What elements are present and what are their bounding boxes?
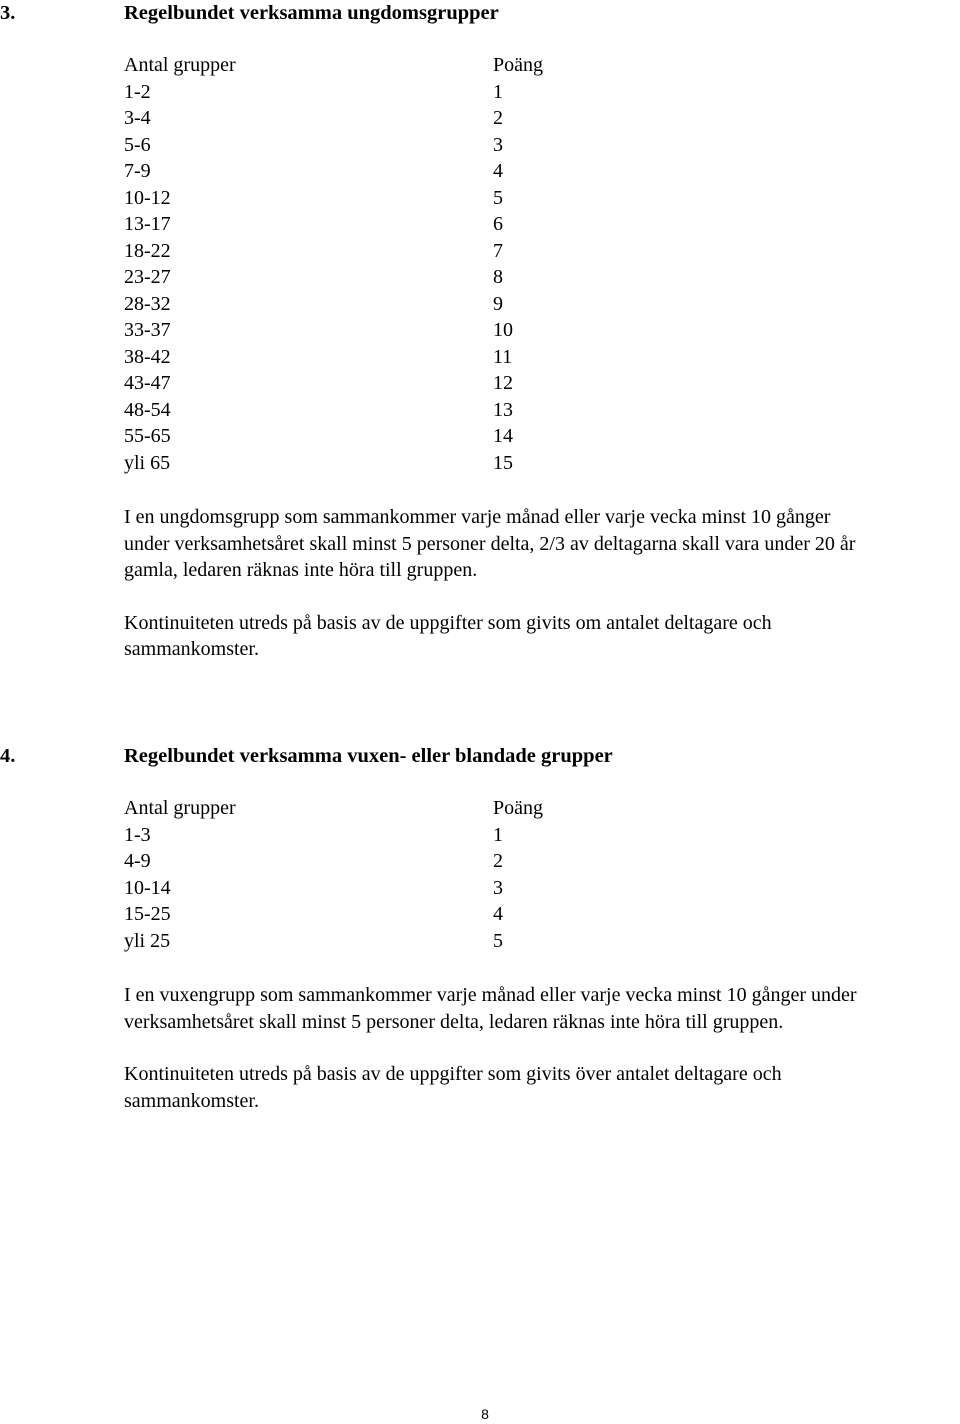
points-cell: 14 [493,425,513,447]
table-row [124,291,960,318]
table-row [124,848,960,875]
paragraph-line: under verksamhetsåret skall minst 5 personer delta, 2/3 av deltagarna skall vara under 20 år [124,532,856,555]
table-row [124,344,960,371]
group-count-cell: 48-54 [124,398,171,421]
column-header-points: Poäng [493,54,543,76]
group-count-cell: 15-25 [124,903,171,925]
group-count-cell: 55-65 [124,425,171,447]
group-count-cell: 18-22 [124,239,171,262]
group-count-cell: 23-27 [124,266,171,288]
section-title: Regelbundet verksamma ungdomsgrupper [124,2,499,24]
column-header-groups: Antal grupper [124,54,236,76]
group-count-cell: 5-6 [124,133,151,156]
group-count-cell: 1-3 [124,823,151,846]
points-cell: 5 [493,186,503,209]
table-row [124,370,960,397]
section-heading [0,743,960,769]
group-count-cell: 3-4 [124,107,151,129]
group-count-cell: 38-42 [124,345,171,368]
points-cell: 1 [493,80,503,103]
continuity-paragraph [124,610,960,663]
section-title: Regelbundet verksamma vuxen- eller blandade grupper [124,745,613,767]
table-row [124,79,960,106]
group-count-cell: yli 65 [124,451,171,474]
group-count-cell: 4-9 [124,850,151,872]
group-count-cell: 1-2 [124,80,151,103]
paragraph-line: sammankomster. [124,1089,259,1112]
points-cell: 3 [493,133,503,156]
table-row [124,397,960,424]
group-requirements-paragraph [124,982,960,1035]
paragraph-line: Kontinuiteten utreds på basis av de uppgifter som givits om antalet deltagare och [124,611,772,634]
table-row [124,875,960,902]
points-cell: 4 [493,903,503,925]
points-cell: 2 [493,850,503,872]
table-header-row [124,795,960,822]
points-cell: 3 [493,876,503,899]
section-heading [0,0,960,26]
points-table [124,795,960,954]
points-cell: 11 [493,345,513,368]
paragraph-line: I en vuxengrupp som sammankommer varje månad eller varje vecka minst 10 gånger under [124,984,857,1006]
table-row [124,423,960,450]
table-row [124,211,960,238]
points-table [124,52,960,476]
table-row [124,928,960,955]
points-cell: 12 [493,372,513,394]
points-cell: 1 [493,823,503,846]
table-row [124,158,960,185]
table-row [124,822,960,849]
table-header-row [124,52,960,79]
group-count-cell: 7-9 [124,160,151,182]
group-count-cell: 33-37 [124,319,171,341]
table-row [124,132,960,159]
group-requirements-paragraph [124,504,960,584]
points-cell: 10 [493,319,513,341]
column-header-points: Poäng [493,797,543,819]
group-count-cell: 10-12 [124,186,171,209]
paragraph-line: verksamhetsåret skall minst 5 personer delta, ledaren räknas inte höra till gruppen. [124,1010,784,1033]
page-number: 8 [481,1406,489,1422]
table-row [124,185,960,212]
group-count-cell: yli 25 [124,929,171,952]
continuity-paragraph [124,1061,960,1114]
points-cell: 4 [493,160,503,182]
table-body [124,79,960,477]
table-row [124,450,960,477]
section-number: 3. [0,2,16,24]
table-row [124,238,960,265]
group-count-cell: 28-32 [124,292,171,315]
column-header-groups: Antal grupper [124,797,236,819]
table-row [124,901,960,928]
table-body [124,822,960,955]
points-cell: 6 [493,213,503,235]
points-cell: 13 [493,398,513,421]
group-count-cell: 13-17 [124,213,171,235]
paragraph-line: sammankomster. [124,638,259,660]
points-cell: 5 [493,929,503,952]
points-cell: 2 [493,107,503,129]
paragraph-line: Kontinuiteten utreds på basis av de uppgifter som givits över antalet deltagare och [124,1063,782,1085]
section-number: 4. [0,745,16,767]
paragraph-line: I en ungdomsgrupp som sammankommer varje månad eller varje vecka minst 10 gånger [124,506,831,528]
points-cell: 8 [493,266,503,288]
paragraph-line: gamla, ledaren räknas inte höra till gruppen. [124,559,478,581]
points-cell: 7 [493,239,503,262]
group-count-cell: 43-47 [124,372,171,394]
points-cell: 9 [493,292,503,315]
section-4 [0,743,960,1114]
table-row [124,105,960,132]
table-row [124,317,960,344]
table-row [124,264,960,291]
section-3 [0,0,960,663]
points-cell: 15 [493,451,513,474]
group-count-cell: 10-14 [124,876,171,899]
